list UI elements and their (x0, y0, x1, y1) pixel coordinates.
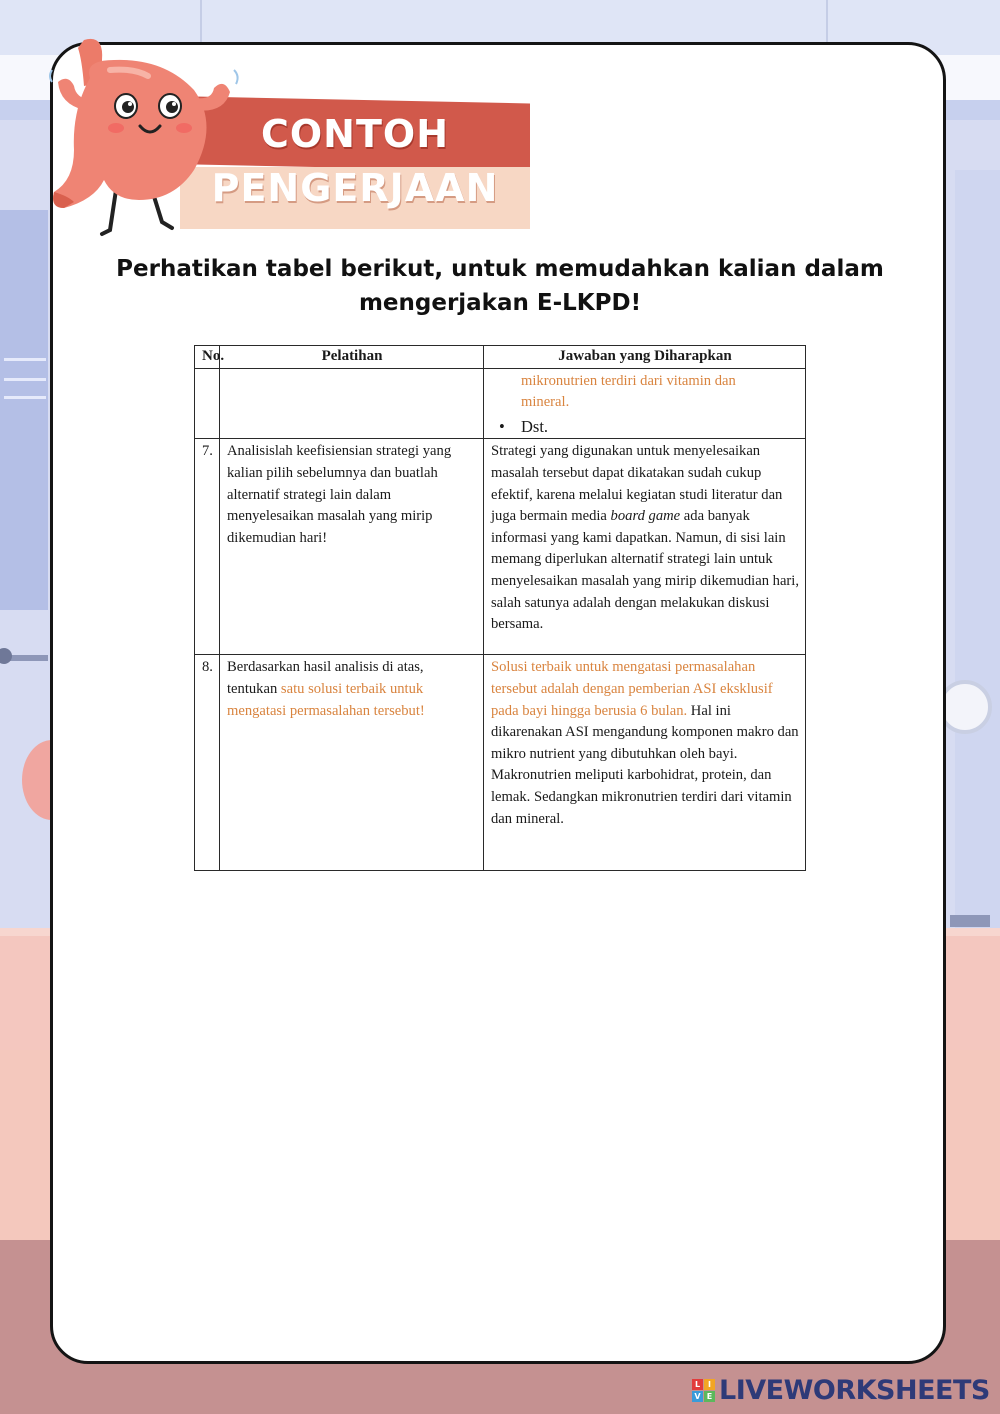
bg-right-rack (955, 170, 1000, 930)
logo-letter: I (704, 1379, 715, 1390)
logo-letter: L (692, 1379, 703, 1390)
row0-no (195, 368, 220, 439)
bg-right-desk (950, 915, 990, 927)
row7-answer-italic: board game (610, 508, 681, 525)
row7-no: 7. (195, 439, 220, 655)
bg-window-stripe (4, 358, 46, 361)
row7-pelatihan: Analisislah keefisiensian strategi yang kalian pilih sebelumnya dan buatlah alternatif strategi lain dalam menyelesaikan masalah yang mirip dikemudian hari! (220, 439, 484, 655)
header-pelatihan: Pelatihan (220, 346, 484, 369)
row8-jawaban (484, 655, 806, 871)
banner-title-line2: PENGERJAAN (211, 166, 499, 210)
liveworksheets-logo-icon (692, 1379, 715, 1402)
row0-pelatihan (220, 368, 484, 439)
instruction-line2: mengerjakan E-LKPD! (358, 290, 642, 316)
logo-letter: E (704, 1391, 715, 1402)
bg-window-stripe (4, 378, 46, 381)
row8-pelatihan (220, 655, 484, 871)
row0-bullet-item (491, 416, 799, 438)
row7-jawaban (484, 439, 806, 655)
row0-bullet-text: Dst. (521, 416, 549, 436)
row7-answer-part1: Strategi yang digunakan untuk menyelesaikan masalah tersebut dapat dikatakan sudah cukup efektif, karena melalui kegiatan studi literatur dan juga bermain media (491, 443, 783, 525)
row8-answer-plain: Hal ini dikarenakan ASI mengandung komponen makro dan mikro nutrient yang dibutuhkan oleh bayi. Makronutrien meliputi karbohidrat, protein, dan lemak. Sedangkan mikronutrien terdiri dari vitamin dan mineral. (491, 702, 799, 827)
row8-pelatihan-plain: Berdasarkan hasil analisis di atas, tentukan (227, 659, 424, 697)
banner-title-line1: CONTOH (260, 112, 450, 156)
row0-answer-line2: mineral. (521, 394, 570, 411)
row7-answer-part2: ada banyak informasi yang kami dapatkan. Namun, di sisi lain memang diperlukan alternatif strategi lain untuk menyelesaikan masalah yang mirip dikemudian hari, salah satunya adalah dengan melakukan diskusi bersama. (491, 508, 799, 633)
liveworksheets-text: LIVEWORKSHEETS (719, 1374, 990, 1406)
row8-no: 8. (195, 655, 220, 871)
row0-jawaban (484, 368, 806, 439)
table-row (195, 655, 806, 871)
table-row (195, 368, 806, 439)
table-row (195, 439, 806, 655)
instruction-text (70, 252, 930, 320)
bg-window-stripe (4, 396, 46, 399)
header-jawaban: Jawaban yang Diharapkan (484, 346, 806, 369)
bullet-icon: • (499, 416, 505, 436)
bg-window (0, 210, 48, 610)
stomach-mascot-icon (44, 30, 244, 240)
bg-right-lamp (938, 680, 992, 734)
row0-answer-line1: mikronutrien terdiri dari vitamin dan (521, 372, 736, 389)
liveworksheets-watermark (692, 1374, 990, 1406)
row8-answer-highlight: Solusi terbaik untuk mengatasi permasalahan tersebut adalah dengan pemberian ASI eksklusif pada bayi hingga berusia 6 bulan. (491, 659, 773, 719)
exercise-table (194, 345, 806, 871)
instruction-line1: Perhatikan tabel berikut, untuk memudahkan kalian dalam (116, 256, 884, 282)
table-header-row (195, 346, 806, 369)
row8-pelatihan-highlight: satu solusi terbaik untuk mengatasi permasalahan tersebut! (227, 680, 425, 719)
logo-letter: V (692, 1391, 703, 1402)
header-no: No. (195, 346, 220, 369)
